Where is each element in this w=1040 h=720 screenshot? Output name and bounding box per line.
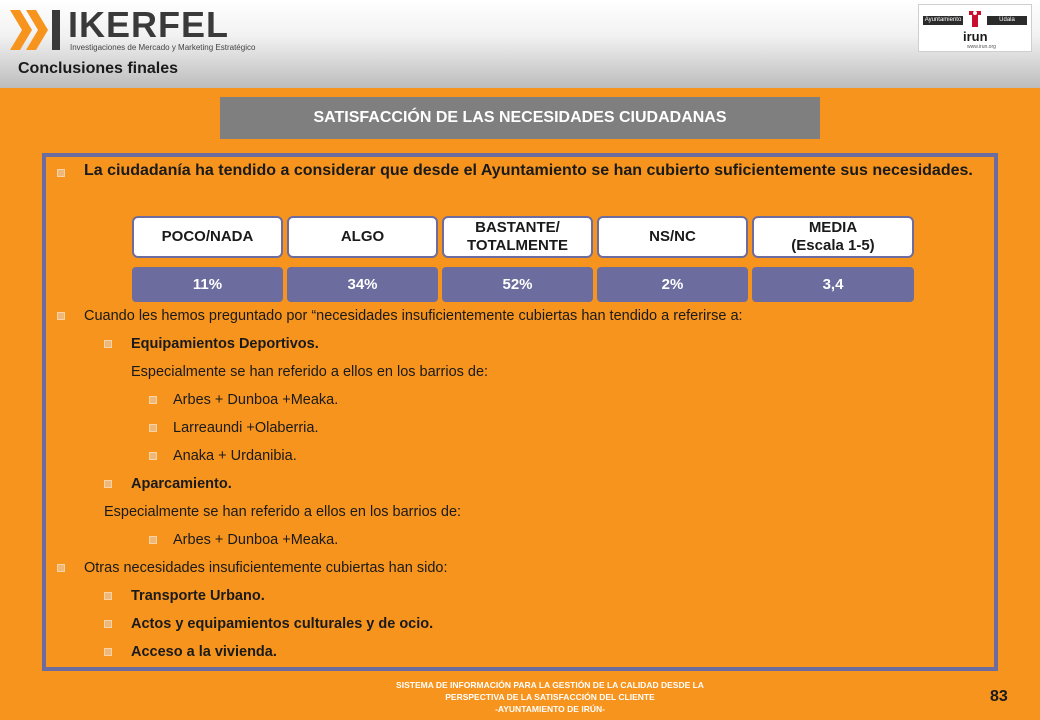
table-header-line: NS/NC xyxy=(649,228,696,245)
irun-logo-tab-right: Udala xyxy=(987,16,1027,25)
irun-logo-url: www.irun.org xyxy=(967,44,996,50)
table-value-ns-nc: 2% xyxy=(597,267,748,302)
bullet-icon xyxy=(104,480,112,488)
bullet-icon xyxy=(104,648,112,656)
irun-logo xyxy=(918,4,1032,52)
bullet-icon xyxy=(104,340,112,348)
ikerfel-chevron-icon xyxy=(10,10,62,50)
section-banner: SATISFACCIÓN DE LAS NECESIDADES CIUDADANAS xyxy=(220,97,820,139)
note-text: Especialmente se han referido a ellos en los barrios de: xyxy=(131,364,489,380)
bullet-icon xyxy=(149,424,157,432)
ikerfel-logo xyxy=(10,6,270,54)
intro-text: La ciudadanía ha tendido a considerar que desde el Ayuntamiento se han cubierto suficientemente sus necesidades. xyxy=(84,162,973,179)
bullet-icon xyxy=(149,452,157,460)
footer-text xyxy=(290,679,810,715)
bullet-icon xyxy=(104,620,112,628)
header-band xyxy=(0,0,1040,88)
note-text: Especialmente se han referido a ellos en los barrios de: xyxy=(104,504,462,520)
table-value-bastante: 52% xyxy=(442,267,593,302)
bullet-icon xyxy=(57,312,65,320)
footer-line: -AYUNTAMIENTO DE IRÚN- xyxy=(495,704,605,714)
table-header-algo xyxy=(287,216,438,258)
bullet-icon xyxy=(149,396,157,404)
list-item: Actos y equipamientos culturales y de ocio. xyxy=(131,616,434,632)
bullet-icon xyxy=(104,592,112,600)
table-header-line: (Escala 1-5) xyxy=(791,237,875,254)
table-header-line: TOTALMENTE xyxy=(466,237,569,254)
table-header-bastante xyxy=(442,216,593,258)
page-number: 83 xyxy=(990,688,1008,705)
bullet-icon xyxy=(57,564,65,572)
table-header-line: BASTANTE/ xyxy=(475,219,560,236)
table-header-line: POCO/NADA xyxy=(161,228,254,245)
list-item: Equipamientos Deportivos. xyxy=(131,336,319,352)
irun-logo-tab-left: Ayuntamiento xyxy=(924,17,962,23)
question-text: Cuando les hemos preguntado por “necesidades insuficientemente cubiertas han tendido a referirse a: xyxy=(84,308,743,324)
irun-emblem-icon xyxy=(967,9,983,31)
table-header-line: MEDIA xyxy=(808,219,858,236)
list-item: Larreaundi +Olaberria. xyxy=(173,420,319,436)
list-item: Transporte Urbano. xyxy=(131,588,265,604)
table-header-media xyxy=(752,216,914,258)
question-text: Otras necesidades insuficientemente cubiertas han sido: xyxy=(84,560,448,576)
irun-logo-name: irun xyxy=(963,29,988,44)
section-title: Conclusiones finales xyxy=(18,60,179,77)
table-value-media: 3,4 xyxy=(752,267,914,302)
table-header-ns-nc xyxy=(597,216,748,258)
ikerfel-logo-text: IKERFEL xyxy=(68,4,230,45)
table-value-poco-nada: 11% xyxy=(132,267,283,302)
bullet-icon xyxy=(149,536,157,544)
list-item: Acceso a la vivienda. xyxy=(131,644,277,660)
ikerfel-logo-subtitle: Investigaciones de Mercado y Marketing Estratégico xyxy=(70,43,256,52)
list-item: Arbes + Dunboa +Meaka. xyxy=(173,532,339,548)
bullet-icon xyxy=(57,169,65,177)
table-value-algo: 34% xyxy=(287,267,438,302)
list-item: Anaka + Urdanibia. xyxy=(173,448,297,464)
footer-line: SISTEMA DE INFORMACIÓN PARA LA GESTIÓN DE LA CALIDAD DESDE LA xyxy=(396,680,704,690)
list-item: Arbes + Dunboa +Meaka. xyxy=(173,392,339,408)
list-item: Aparcamiento. xyxy=(131,476,232,492)
table-header-line: ALGO xyxy=(340,228,385,245)
footer-line: PERSPECTIVA DE LA SATISFACCIÓN DEL CLIENTE xyxy=(445,692,655,702)
table-header-poco-nada xyxy=(132,216,283,258)
